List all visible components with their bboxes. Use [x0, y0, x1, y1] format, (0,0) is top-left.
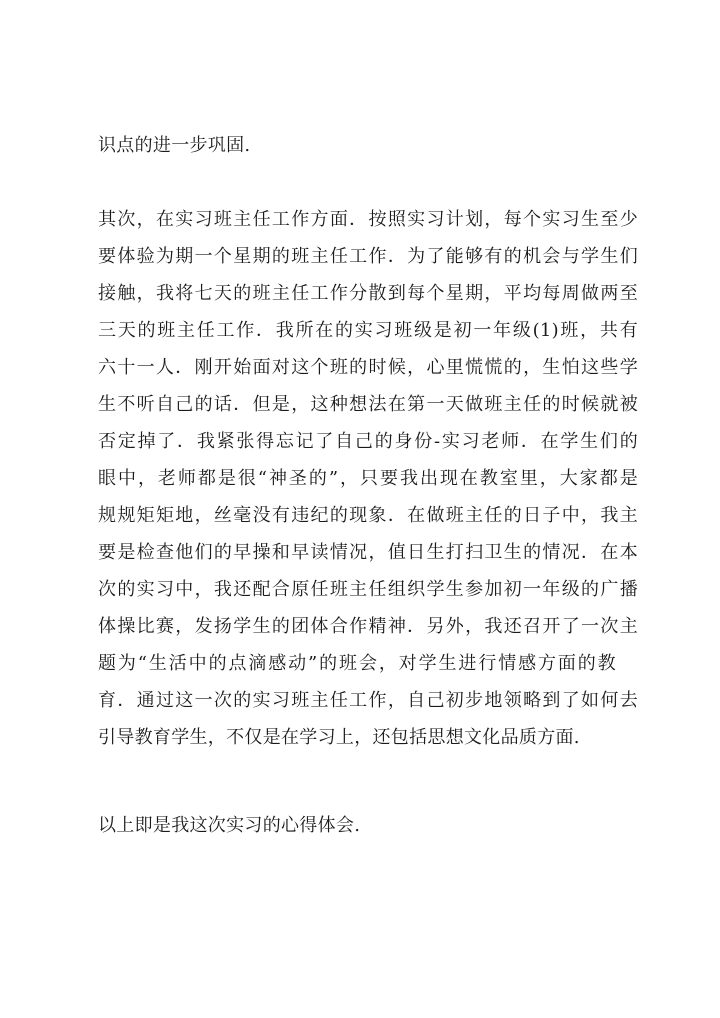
paragraph-2-line-9: 规规矩矩地，丝毫没有违纪的现象．在做班主任的日子中，我主 — [98, 505, 638, 526]
paragraph-3-line-1: 以上即是我这次实习的心得体会. — [98, 815, 361, 836]
paragraph-2-line-1: 其次，在实习班主任工作方面．按照实习计划，每个实习生至少 — [98, 209, 638, 230]
paragraph-2-line-15: 引导教育学生，不仅是在学习上，还包括思想文化品质方面. — [98, 727, 580, 748]
paragraph-2-line-12: 体操比赛，发扬学生的团体合作精神．另外，我还召开了一次主 — [98, 616, 638, 637]
paragraph-2-line-7: 否定掉了．我紧张得忘记了自己的身份-实习老师．在学生们的 — [98, 431, 638, 452]
paragraph-2-line-14: 育．通过这一次的实习班主任工作，自己初步地领略到了如何去 — [98, 690, 638, 711]
paragraph-2-line-6: 生不听自己的话．但是，这种想法在第一天做班主任的时候就被 — [98, 394, 638, 415]
paragraph-2-line-4: 三天的班主任工作．我所在的实习班级是初一年级(1)班，共有 — [98, 320, 638, 341]
paragraph-2-line-11: 次的实习中，我还配合原任班主任组织学生参加初一年级的广播 — [98, 579, 638, 600]
paragraph-1-line-1: 识点的进一步巩固. — [98, 135, 251, 156]
paragraph-2-line-2: 要体验为期一个星期的班主任工作．为了能够有的机会与学生们 — [98, 246, 638, 267]
paragraph-2-line-3: 接触，我将七天的班主任工作分散到每个星期，平均每周做两至 — [98, 283, 638, 304]
paragraph-2-line-13: 题为“生活中的点滴感动”的班会，对学生进行情感方面的教 — [98, 653, 616, 674]
paragraph-2-line-10: 要是检查他们的早操和早读情况，值日生打扫卫生的情况．在本 — [98, 542, 638, 563]
paragraph-2-line-8: 眼中，老师都是很“神圣的”，只要我出现在教室里，大家都是 — [98, 468, 638, 489]
paragraph-2-line-5: 六十一人．刚开始面对这个班的时候，心里慌慌的，生怕这些学 — [98, 357, 638, 378]
